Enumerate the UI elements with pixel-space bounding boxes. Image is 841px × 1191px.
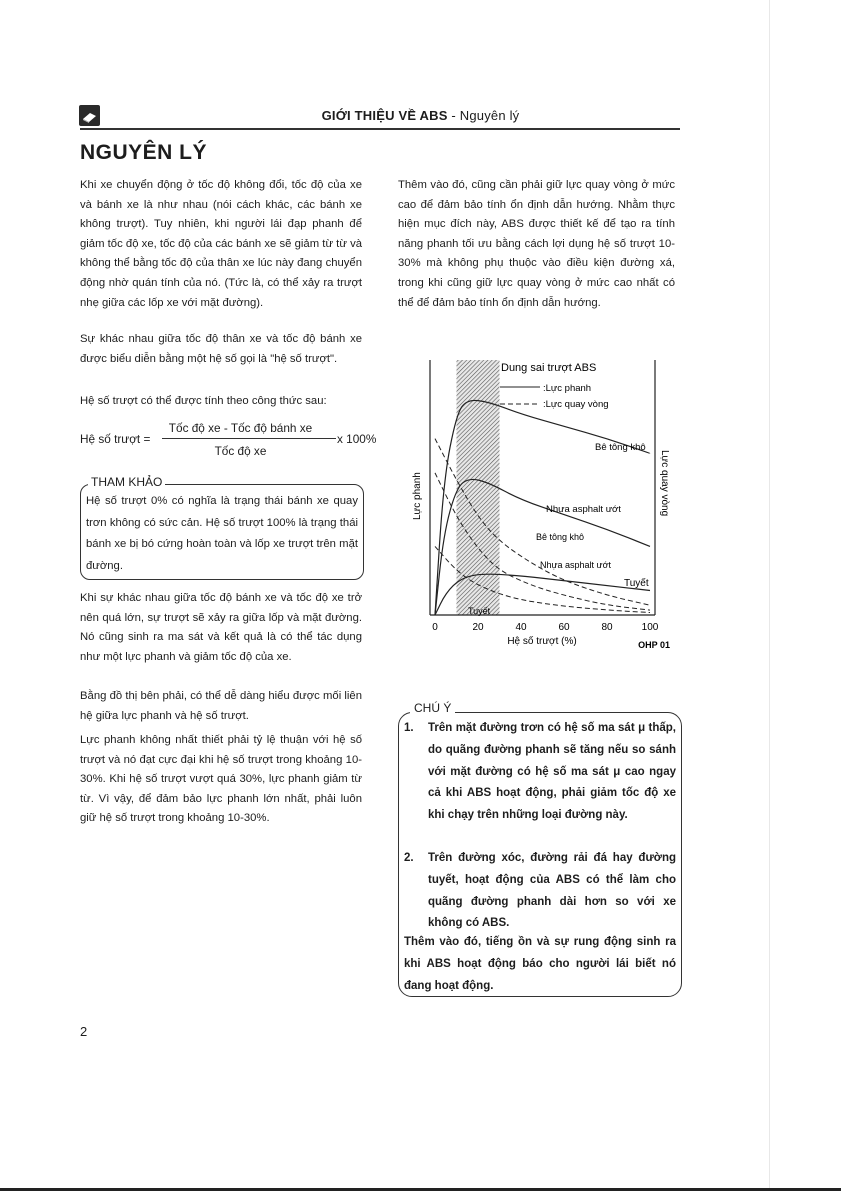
scan-margin-line (769, 0, 770, 1191)
left-paragraph-2: Sự khác nhau giữa tốc độ thân xe và tốc độ bánh xe được biểu diễn bằng một hệ số gọi là "hệ số trượt". (80, 333, 362, 365)
note-item-2: Trên đường xóc, đường rải đá hay đường tuyết, hoạt động của ABS có thể làm cho quãng đường phanh dài hơn so với xe không có ABS. (428, 852, 676, 930)
slip-ratio-chart (400, 350, 680, 660)
header-divider (80, 128, 680, 130)
y-axis-label-braking: Lực phanh (412, 472, 423, 520)
header-title-bold: GIỚI THIỆU VỀ ABS (321, 108, 448, 123)
abs-tolerance-band (457, 360, 500, 615)
x-axis-label: Hệ số trượt (%) (507, 636, 577, 647)
page-number: 2 (80, 1024, 88, 1039)
left-paragraph-6: Lực phanh không nhất thiết phải tỷ lệ thuận với hệ số trượt và nó đạt cực đại khi hệ số trượt trong khoảng 10-30%. Khi hệ số trượt vượt quá 30%, lực phanh giảm từ từ. Vì vậy, để đảm bảo lực phanh lớn nhất, phải luôn giữ hệ số trượt trong khoảng 10-30%. (80, 734, 362, 825)
reference-text: Hệ số trượt 0% có nghĩa là trạng thái bánh xe quay trơn không có sức cản. Hệ số trượt 100% là trạng thái bánh xe bị bó cứng hoàn toàn và lốp xe trượt trên mặt đường. (86, 495, 358, 572)
x-tick-label: 60 (558, 622, 570, 633)
note-item-1: Trên mặt đường trơn có hệ số ma sát μ thấp, do quãng đường phanh sẽ tăng nếu so sánh với mặt đường có hệ số ma sát μ cao ngay cả khi ABS hoạt động, phải giảm tốc độ xe khi chạy trên những loại đường này. (428, 722, 676, 822)
left-paragraph-5: Bằng đồ thị bên phải, có thể dễ dàng hiểu được mối liên hệ giữa lực phanh và hệ số trượt. (80, 690, 362, 722)
right-paragraph-1: Thêm vào đó, cũng cần phải giữ lực quay vòng ở mức cao để đảm bảo tính ổn định dẫn hướng. Nhằm thực hiện mục đích này, ABS được thiết kế để tạo ra tính năng phanh tối ưu bằng cách lợi dụng hệ số trượt 10-30% mà không phụ thuộc vào điều kiện đường xá, trong khi cũng giữ lực quay vòng ở mức cao nhất có thể để đảm bảo tính ổn định dẫn hướng. (398, 179, 675, 309)
x-tick-label: 80 (601, 622, 613, 633)
left-paragraph-1: Khi xe chuyển động ở tốc độ không đổi, tốc độ của xe và bánh xe là như nhau (nói cách khác, các bánh xe không trượt). Tuy nhiên, khi người lái đạp phanh để giảm tốc độ xe, tốc độ của các bánh xe sẽ giảm từ từ và không thể bằng tốc độ của thân xe lúc này đang chuyển động nhờ quán tính của nó. (Tức là, có thể xảy ra trượt nhẹ giữa các lốp xe với mặt đường). (80, 179, 362, 309)
note-title: CHÚ Ý (410, 701, 455, 715)
legend-solid-label: :Lực phanh (543, 383, 592, 394)
x-tick-label: 0 (432, 622, 438, 633)
label-nhua-asphalt-braking: Nhựa asphalt ướt (546, 504, 621, 515)
legend-dashed-label: :Lực quay vòng (543, 399, 609, 410)
formula-numerator: Tốc độ xe - Tốc độ bánh xe (168, 421, 313, 435)
left-paragraph-4: Khi sự khác nhau giữa tốc độ bánh xe và tốc độ xe trở nên quá lớn, sự trượt sẽ xảy ra giữa lốp và mặt đường. Nó cũng sinh ra ma sát và kết quả là có thể tác dụng như một lực phanh và giảm tốc độ của xe. (80, 592, 362, 663)
label-be-tong-kho-braking: Bê tông khô (595, 442, 646, 453)
label-tuyet-cornering: Tuyết (468, 606, 491, 616)
note-item-1-number: 1. (404, 722, 414, 734)
y-axis-label-cornering: Lực quay vòng (659, 450, 670, 517)
header-title (0, 108, 841, 123)
formula-multiplier: x 100% (337, 432, 377, 446)
band-label: Dung sai trượt ABS (501, 362, 597, 374)
header-title-rest: - Nguyên lý (447, 108, 520, 123)
section-title: NGUYÊN LÝ (80, 141, 208, 164)
left-paragraph-3: Hệ số trượt có thể được tính theo công thức sau: (80, 395, 327, 407)
formula-denominator: Tốc độ xe (214, 444, 267, 458)
label-nhua-asphalt-cornering: Nhựa asphalt ướt (540, 560, 611, 570)
note-item-2-number: 2. (404, 852, 414, 864)
formula-fraction-bar (162, 438, 336, 439)
figure-code: OHP 01 (638, 640, 670, 650)
x-tick-label: 40 (515, 622, 527, 633)
reference-title: THAM KHẢO (88, 475, 165, 489)
note-tail: Thêm vào đó, tiếng ồn và sự rung động sinh ra khi ABS hoạt động báo cho người lái biết nó đang hoạt động. (404, 936, 676, 992)
label-be-tong-kho-cornering: Bê tông khô (536, 532, 585, 542)
x-tick-label: 20 (472, 622, 484, 633)
x-tick-label: 100 (641, 622, 659, 633)
label-tuyet-braking: Tuyết (624, 578, 649, 589)
formula-lhs: Hệ số trượt = (80, 432, 151, 446)
